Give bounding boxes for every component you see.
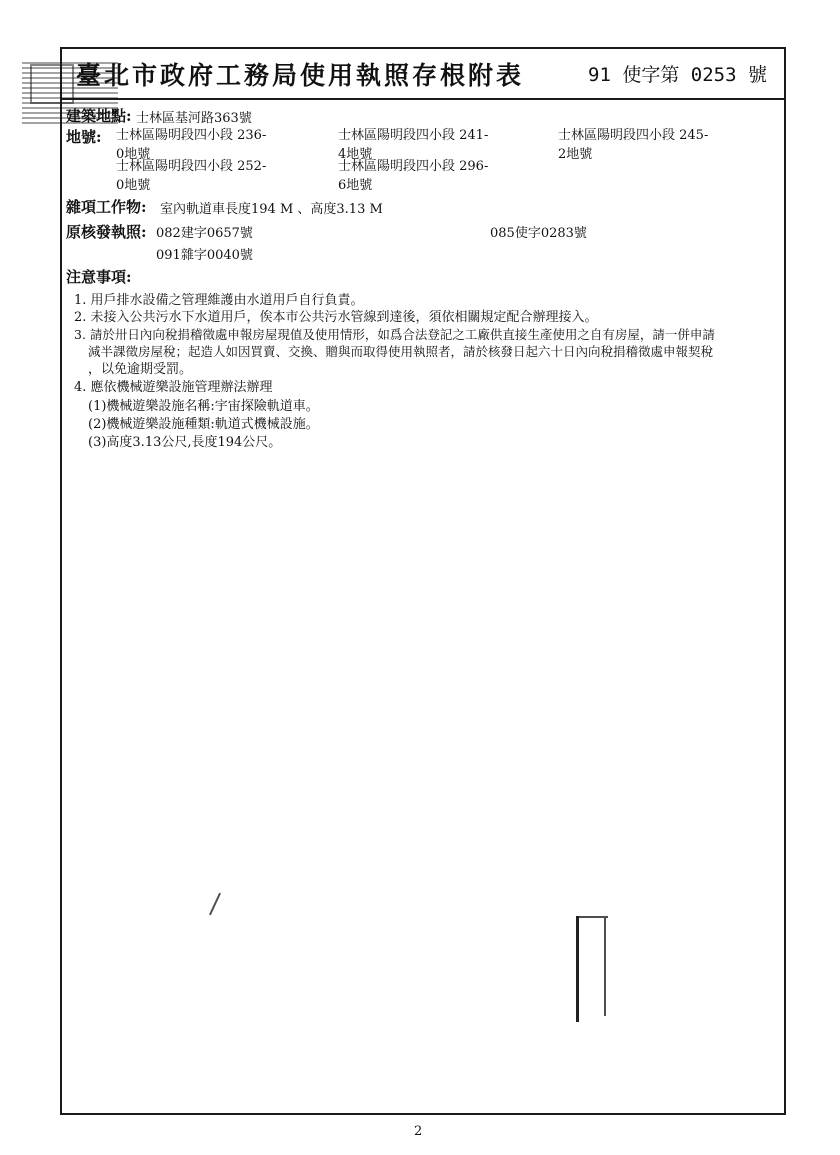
note-item: (2)機械遊樂設施種類:軌道式機械設施。	[88, 417, 319, 432]
address-value: 士林區基河路363號	[136, 111, 252, 126]
note-item: 減半課徵房屋稅；起造人如因買賣、交換、贈與而取得使用執照者，請於核發日起六十日內向稅捐稽徵處申報契稅	[88, 344, 714, 359]
lot-line: 0地號	[116, 147, 151, 162]
lot-item	[558, 126, 718, 164]
note-item: (3)高度3.13公尺,長度194公尺。	[88, 435, 282, 450]
misc-works-value: 室內軌道車長度194 M 、高度3.13 M	[160, 202, 383, 217]
original-license-label: 原核發執照:	[66, 223, 147, 241]
note-item: (1)機械遊樂設施名稱:宇宙探險軌道車。	[88, 399, 319, 414]
note-item: 2. 未接入公共污水下水道用戶，俟本市公共污水管線到達後，須依相關規定配合辦理接入。	[74, 310, 598, 325]
lot-line: 士林區陽明段四小段 236-	[116, 128, 267, 143]
original-license-item: 091雜字0040號	[156, 248, 253, 263]
scan-mark	[576, 916, 579, 1022]
notes-label: 注意事項:	[66, 268, 132, 286]
note-item: ，以免逾期受罰。	[88, 362, 193, 377]
scan-mark	[576, 916, 608, 918]
lot-line: 士林區陽明段四小段 245-	[558, 128, 709, 143]
lot-item	[338, 157, 498, 195]
lot-line: 2地號	[558, 147, 593, 162]
lot-item	[116, 157, 276, 195]
lot-line: 士林區陽明段四小段 252-	[116, 159, 267, 174]
lot-line: 士林區陽明段四小段 296-	[338, 159, 489, 174]
document-title: 臺北市政府工務局使用執照存根附表	[76, 61, 525, 90]
license-number: 91 使字第 0253 號	[588, 64, 767, 86]
lot-label: 地號:	[66, 128, 102, 146]
page-number: 2	[414, 1124, 423, 1139]
address-label: 建築地點:	[66, 107, 132, 125]
lot-line: 士林區陽明段四小段 241-	[338, 128, 489, 143]
original-license-item: 082建字0657號	[156, 226, 253, 241]
original-license-item: 085使字0283號	[490, 226, 587, 241]
title-divider	[60, 98, 786, 100]
lot-line: 0地號	[116, 178, 151, 193]
note-item: 3. 請於卅日內向稅捐稽徵處申報房屋現值及使用情形，如爲合法登記之工廠供直接生產使用之自有房屋，請一併申請	[74, 327, 715, 342]
scan-mark	[604, 918, 606, 1016]
note-item: 4. 應依機械遊樂設施管理辦法辦理	[74, 380, 273, 395]
lot-line: 6地號	[338, 178, 373, 193]
misc-works-label: 雜項工作物:	[66, 198, 147, 216]
lot-line: 4地號	[338, 147, 373, 162]
note-item: 1. 用戶排水設備之管理維護由水道用戶自行負責。	[74, 293, 364, 308]
